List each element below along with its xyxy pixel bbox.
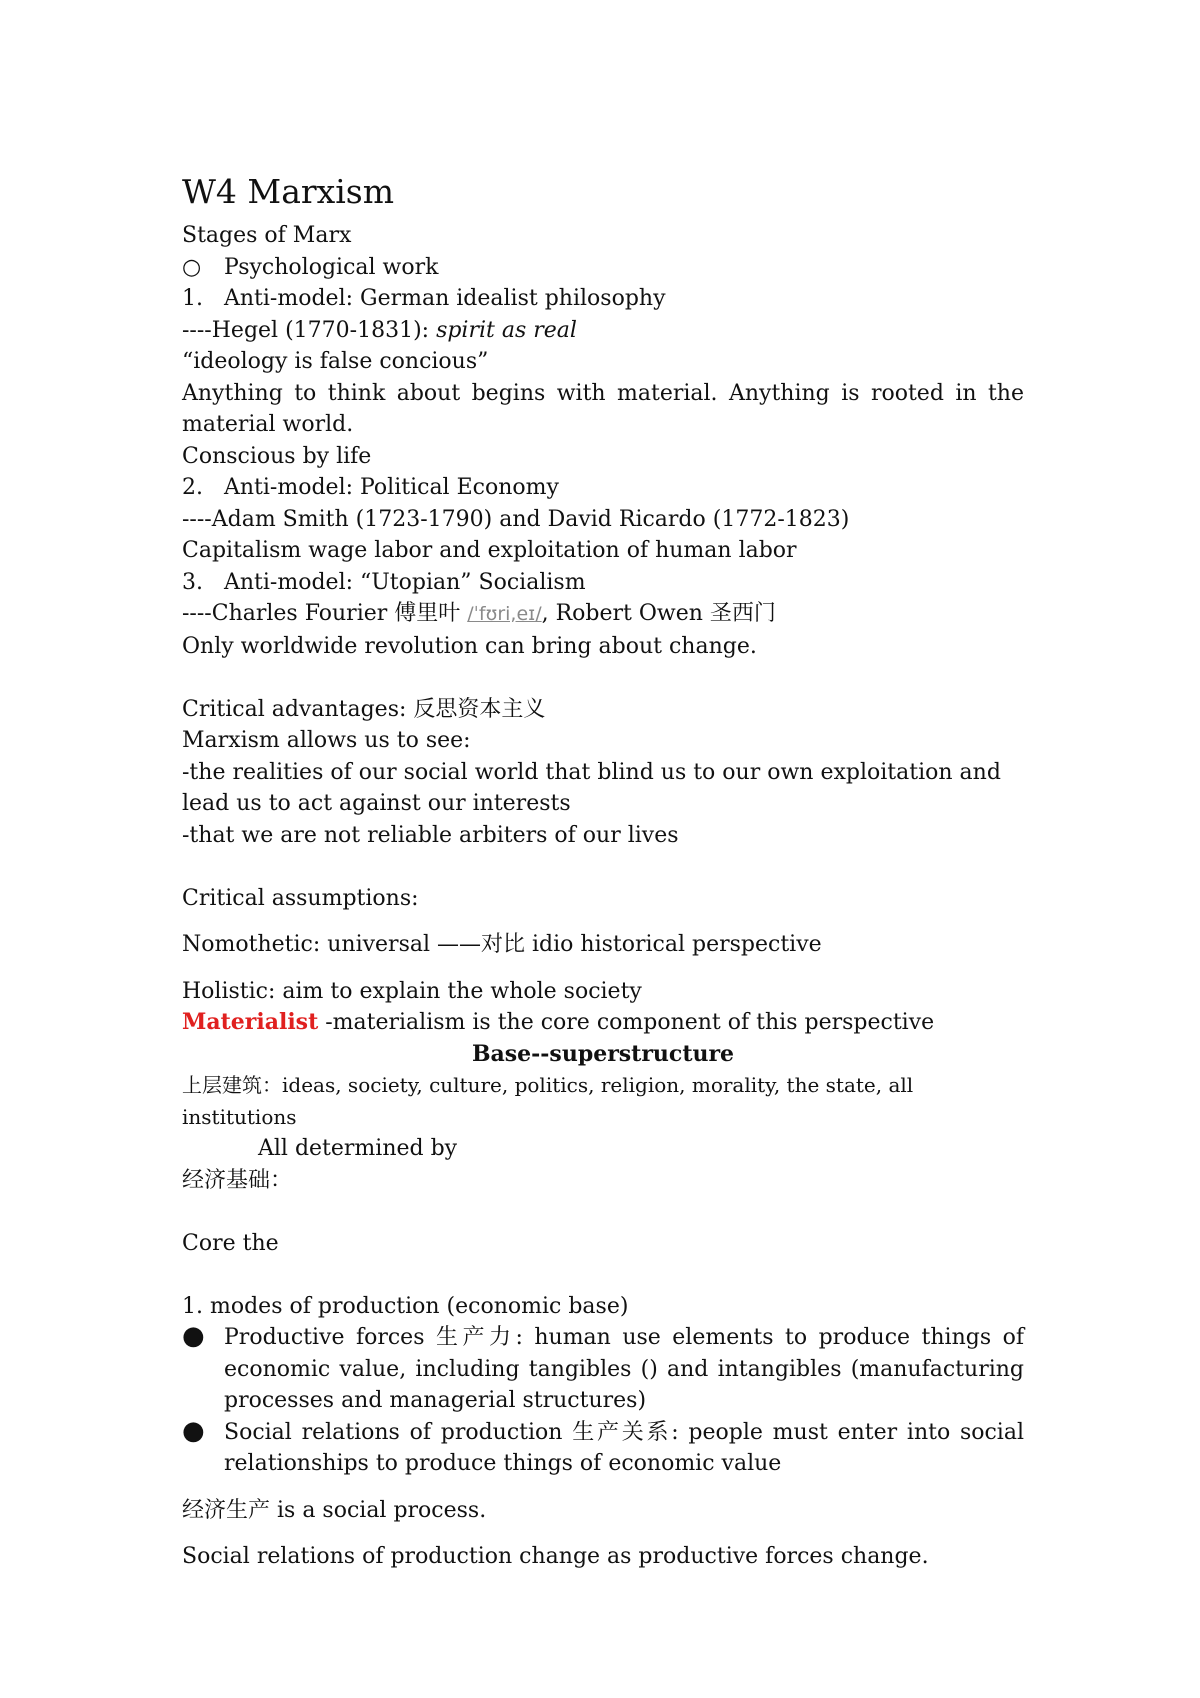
stage-text: Anti-model: “Utopian” Socialism: [224, 569, 586, 595]
spacer: [182, 1196, 1024, 1228]
smith-line: ----Adam Smith (1723-1790) and David Ricardo (1772-1823): [182, 506, 850, 532]
nomothetic-line: Nomothetic: universal ——对比 idio historical perspective: [182, 932, 822, 957]
stage-item-3: [182, 567, 1024, 599]
assumptions-heading: Critical assumptions:: [182, 885, 419, 911]
stage-text: Anti-model: Political Economy: [224, 475, 559, 500]
realities-line: -the realities of our social world that blind us to our own exploitation and lead us to act against our interests: [182, 759, 1001, 816]
fourier-suffix: , Robert Owen 圣西门: [541, 601, 776, 626]
list-number: 3.: [182, 569, 203, 595]
materialist-line: [182, 1007, 1024, 1039]
document-title: W4 Marxism: [182, 172, 395, 211]
relations-change-line: Social relations of production change as productive forces change.: [182, 1544, 929, 1569]
stage-text: Anti-model: German idealist philosophy: [224, 286, 666, 311]
spacer: [182, 851, 1024, 883]
document-page: [182, 170, 1024, 1573]
economic-base-line: 经济基础：: [182, 1167, 293, 1193]
materialist-text: -materialism is the core component of this perspective: [318, 1010, 935, 1035]
hegel-prefix: ----Hegel (1770-1831):: [182, 317, 437, 343]
hegel-line: [182, 315, 1024, 347]
fourier-line: [182, 598, 1024, 631]
bullet-text: Social relations of production 生产关系: people must enter into social relationships to produce things of economic value: [224, 1419, 1024, 1476]
spacer: [182, 1480, 1024, 1495]
arbiters-line: -that we are not reliable arbiters of our lives: [182, 822, 679, 848]
spacer: [182, 662, 1024, 694]
hegel-italic: spirit as real: [436, 317, 577, 343]
revolution-line: Only worldwide revolution can bring about change.: [182, 633, 757, 659]
bullet-icon: ●: [182, 1415, 205, 1446]
stage-item-0: [182, 252, 1024, 284]
stage-item-1: [182, 283, 1024, 315]
core-line: Core the: [182, 1230, 279, 1256]
spacer: [182, 961, 1024, 976]
list-number: 2.: [182, 475, 203, 500]
spacer: [182, 1526, 1024, 1541]
advantages-heading: Critical advantages: 反思资本主义: [182, 696, 546, 722]
holistic-line: Holistic: aim to explain the whole society: [182, 978, 642, 1004]
phonetic-link[interactable]: /ˈfʊri,eɪ/: [467, 603, 542, 625]
bullet-item-1: [182, 1322, 1024, 1417]
list-number: 1.: [182, 286, 203, 311]
capitalism-line: Capitalism wage labor and exploitation of human labor: [182, 538, 797, 563]
bullet-icon: ●: [182, 1321, 205, 1351]
stages-heading: Stages of Marx: [182, 223, 352, 248]
bullet-text: Productive forces 生产力: human use elements to produce things of economic value, including tangibles () and intangibles (manufacturing processes and managerial structures): [224, 1325, 1024, 1413]
circle-marker-icon: ○: [182, 254, 202, 280]
allows-line: Marxism allows us to see:: [182, 728, 471, 753]
determined-line: All determined by: [258, 1136, 458, 1161]
materialist-label: Materialist: [182, 1009, 319, 1035]
superstructure-line: 上层建筑：ideas, society, culture, politics, religion, morality, the state, all institutions: [182, 1073, 914, 1129]
spacer: [182, 1259, 1024, 1291]
bullet-item-2: [182, 1417, 1024, 1480]
stage-item-2: [182, 472, 1024, 504]
ideology-quote: “ideology is false concious”: [182, 349, 489, 374]
material-paragraph: Anything to think about begins with material. Anything is rooted in the material world.: [182, 380, 1024, 437]
conscious-line: Conscious by life: [182, 443, 372, 469]
fourier-prefix: ----Charles Fourier 傅里叶: [182, 601, 468, 626]
modes-line: 1. modes of production (economic base): [182, 1293, 629, 1319]
spacer: [182, 914, 1024, 929]
social-process-line: 经济生产 is a social process.: [182, 1497, 487, 1523]
stage-text: Psychological work: [224, 254, 439, 280]
base-superstructure-heading: Base--superstructure: [471, 1040, 735, 1067]
